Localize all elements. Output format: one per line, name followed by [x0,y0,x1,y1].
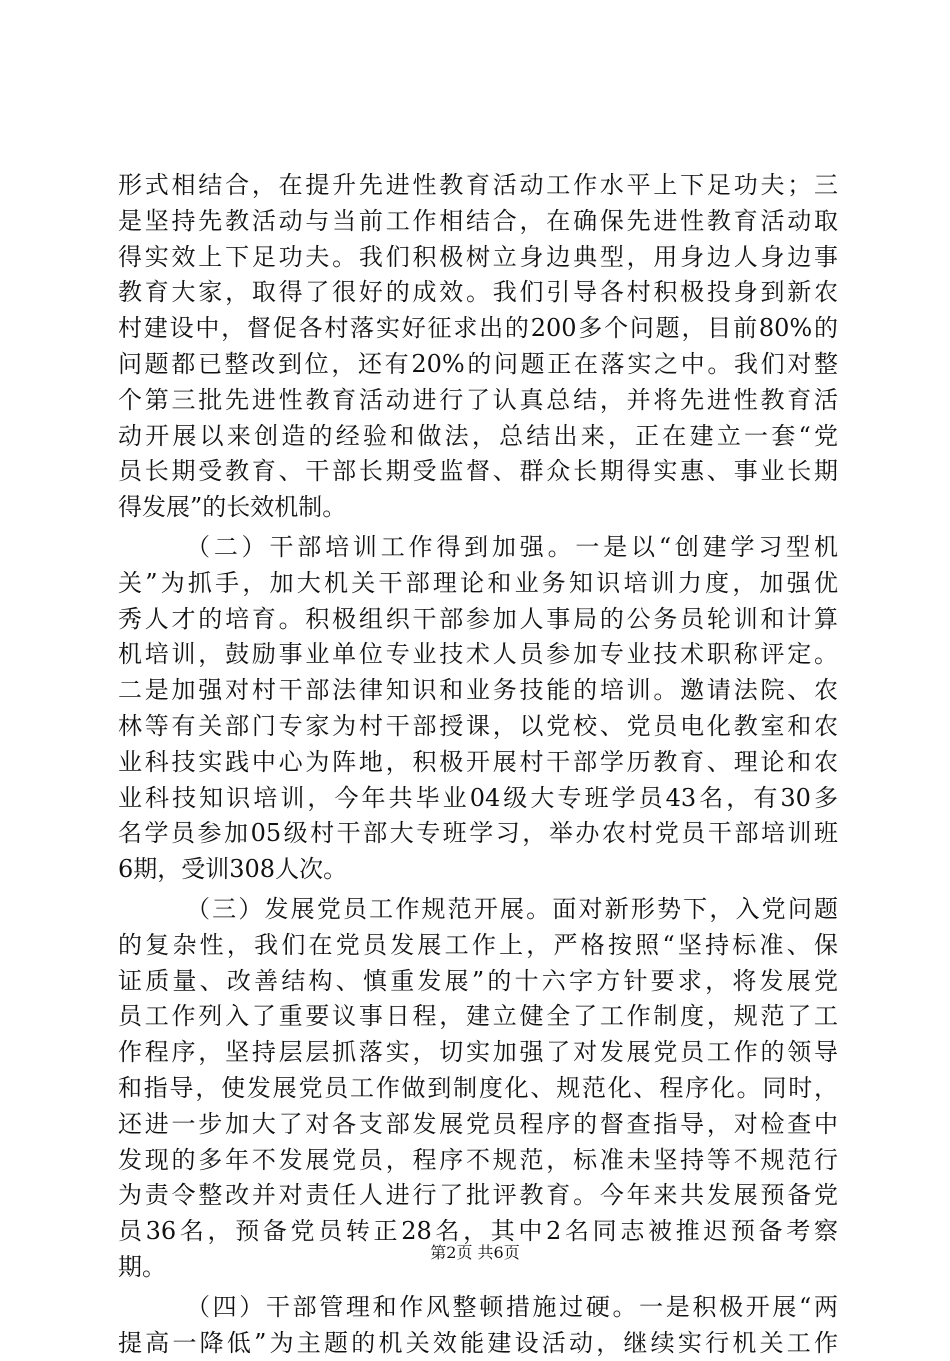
document-body [118,168,838,1361]
text-line: 名学员参加05级村干部大专班学习，举办农村党员干部培训班 [118,816,838,852]
text-line: 员长期受教育、干部长期受监督、群众长期得实惠、事业长期 [118,454,838,490]
paragraph [118,1290,838,1361]
text-line: 的复杂性，我们在党员发展工作上，严格按照“坚持标准、保 [118,928,838,964]
text-line: 动开展以来创造的经验和做法，总结出来，正在建立一套“党 [118,419,838,455]
text-line: 证质量、改善结构、慎重发展”的十六字方针要求，将发展党 [118,964,838,1000]
paragraph [118,530,838,888]
text-line: 6期，受训308人次。 [118,852,838,888]
text-line: 二是加强对村干部法律知识和业务技能的培训。邀请法院、农 [118,673,838,709]
text-line: 形式相结合，在提升先进性教育活动工作水平上下足功夫；三 [118,168,838,204]
text-line: 关”为抓手，加大机关干部理论和业务知识培训力度，加强优 [118,566,838,602]
text-line: 个第三批先进性教育活动进行了认真总结，并将先进性教育活 [118,383,838,419]
text-line: 林等有关部门专家为村干部授课，以党校、党员电化教室和农 [118,709,838,745]
text-line: 得实效上下足功夫。我们积极树立身边典型，用身边人身边事 [118,240,838,276]
text-line: 问题都已整改到位，还有20%的问题正在落实之中。我们对整 [118,347,838,383]
text-line: （三）发展党员工作规范开展。面对新形势下，入党问题 [118,892,838,928]
text-line: 得发展”的长效机制。 [118,490,838,526]
text-line: 教育大家，取得了很好的成效。我们引导各村积极投身到新农 [118,275,838,311]
text-line: 员工作列入了重要议事日程，建立健全了工作制度，规范了工 [118,999,838,1035]
page-footer: 第2页 共6页 [0,1243,950,1263]
text-line: 发现的多年不发展党员，程序不规范，标准未坚持等不规范行 [118,1143,838,1179]
text-line: 期。 [118,1250,838,1286]
text-line: 提高一降低”为主题的机关效能建设活动，继续实行机关工作 [118,1326,838,1361]
text-line: 作程序，坚持层层抓落实，切实加强了对发展党员工作的领导 [118,1035,838,1071]
text-line: 还进一步加大了对各支部发展党员程序的督查指导，对检查中 [118,1107,838,1143]
text-line: 员36名，预备党员转正28名，其中2名同志被推迟预备考察 [118,1214,838,1250]
text-line: 是坚持先教活动与当前工作相结合，在确保先进性教育活动取 [118,204,838,240]
text-line: 秀人才的培育。积极组织干部参加人事局的公务员轮训和计算 [118,602,838,638]
text-line: 为责令整改并对责任人进行了批评教育。今年来共发展预备党 [118,1178,838,1214]
text-line: 业科技实践中心为阵地，积极开展村干部学历教育、理论和农 [118,745,838,781]
paragraph [118,168,838,526]
text-line: 村建设中，督促各村落实好征求出的200多个问题，目前80%的 [118,311,838,347]
text-line: （四）干部管理和作风整顿措施过硬。一是积极开展“两 [118,1290,838,1326]
text-line: （二）干部培训工作得到加强。一是以“创建学习型机 [118,530,838,566]
text-line: 业科技知识培训，今年共毕业04级大专班学员43名，有30多 [118,781,838,817]
text-line: 和指导，使发展党员工作做到制度化、规范化、程序化。同时， [118,1071,838,1107]
text-line: 机培训，鼓励事业单位专业技术人员参加专业技术职称评定。 [118,637,838,673]
paragraph [118,892,838,1286]
